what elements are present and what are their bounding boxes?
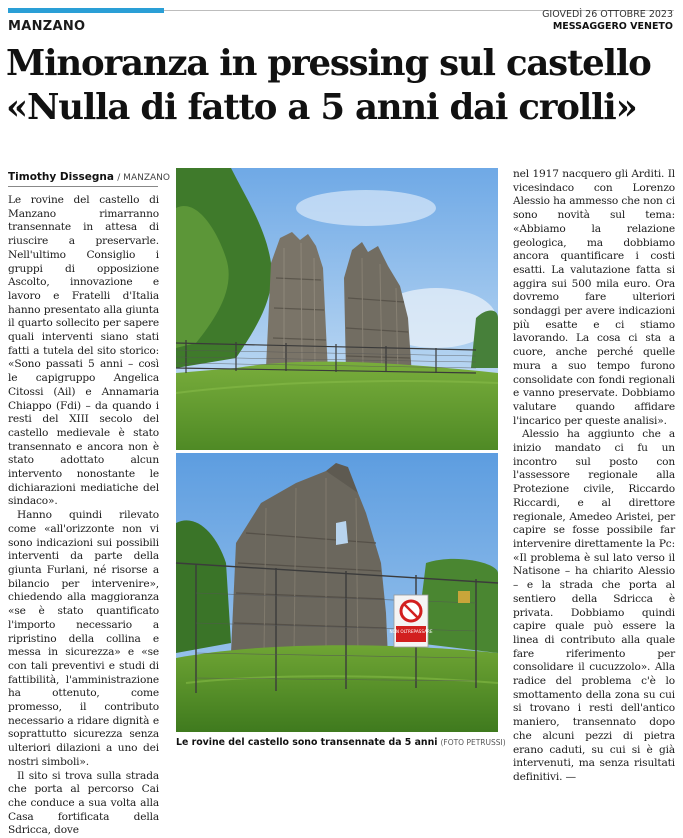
byline-rule	[8, 186, 158, 187]
castle-photo-2-image	[176, 453, 498, 732]
headline	[6, 42, 678, 130]
headline-line-1: Minoranza in pressing sul castello	[6, 43, 651, 84]
paragraph: Il sito si trova sulla strada che porta al percorso Cai che conduce a sua volta alla Casa fortificata della Sdricca, dove	[8, 769, 159, 837]
warning-sign-text: NON OLTREPASSARE	[389, 629, 433, 634]
article-column-3	[513, 168, 675, 785]
paragraph: Hanno quindi rilevato come «all'orizzonte non vi sono indicazioni sui possibili interventi da parte della giunta Furlani, né risorse a bilancio per intervenire», chiedendo alla maggioranza «se è stato quantificato l'importo necessario a ripristino della collina e messa in sicurezza» e «se con tali preventivi e studi di fattibilità, l'amministrazione ha ottenuto, come promesso, il contributo necessario a ridare dignità e soprattutto sicurezza senza ulteriori dilazioni a uno dei nostri simboli».	[8, 509, 159, 768]
byline	[8, 171, 170, 183]
paragraph: Le rovine del castello di Manzano rimarranno transennate in attesa di riuscire a preservarle. Nell'ultimo Consiglio i gruppi di opposizione Ascolto, innovazione e lavoro e Fratelli d'Italia hanno presentato alla giunta il quarto sollecito per sapere quali interventi siano stati fatti a tutela del sito storico: «Sono passati 5 anni – così le capigruppo Angelica Citossi (Ail) e Annamaria Chiappo (Fdi) – da quando i resti del XIII secolo del castello medievale è stato transennato e ancora non è stato adottato alcun intervento nonostante le dichiarazioni mediatiche del sindaco».	[8, 194, 159, 508]
caption-text: Le rovine del castello sono transennate da 5 anni	[176, 737, 438, 748]
section-accent-bar	[8, 8, 164, 13]
article-column-1	[8, 194, 159, 838]
paragraph: Alessio ha aggiunto che a inizio mandato ci fu un incontro sul posto con l'assessore regionale alla Protezione civile, Riccardo Riccardi, e al direttore regionale, Amedeo Aristei, per capire se fosse possibile far intervenire direttamente la Pc: «Il problema è sul lato verso il Natisone – ha chiarito Alessio – e la strada che porta al sentiero della Sdricca è privata. Dobbiamo quindi capire quale può essere la linea di contributo alla quale fare riferimento per consolidare il cucuzzolo». Alla radice del problema c'è lo smottamento della zona su cui si trovano i resti dell'antico maniero, transennato dopo che alcuni pezzi di pietra erano caduti, su cui si è già intervenuti, ma senza risultati definitivi. —	[513, 428, 675, 783]
dateline	[542, 9, 673, 33]
castle-ruins-photo-2	[176, 453, 498, 732]
author-location: / MANZANO	[117, 173, 170, 183]
paragraph: nel 1917 nacquero gli Arditi. Il vicesindaco con Lorenzo Alessio ha ammesso che non ci sono novità sul tema: «Abbiamo la relazione geologica, ma dobbiamo ancora quantificare i costi esatti. La valutazione fatta si aggira sui 500 mila euro. Ora dovremo fare ulteriori sondaggi per avere indicazioni più esatte e ci stiamo lavorando. La cosa ci sta a cuore, anche perché quelle mura a suo tempo furono consolidate con fondi regionali e vanno preservate. Dobbiamo valutare quando affidare l'incarico per queste analisi».	[513, 168, 675, 427]
headline-line-2: «Nulla di fatto a 5 anni dai crolli»	[6, 87, 637, 128]
photo-caption	[176, 737, 506, 748]
issue-date: GIOVEDÌ 26 OTTOBRE 2023	[542, 9, 673, 20]
castle-photo-1-image	[176, 168, 498, 450]
author-name: Timothy Dissegna	[8, 171, 114, 183]
photo-credit: (FOTO PETRUSSI)	[440, 738, 506, 747]
section-label: MANZANO	[8, 19, 86, 34]
castle-ruins-photo-1	[176, 168, 498, 450]
publication-name: MESSAGGERO VENETO	[552, 21, 673, 32]
